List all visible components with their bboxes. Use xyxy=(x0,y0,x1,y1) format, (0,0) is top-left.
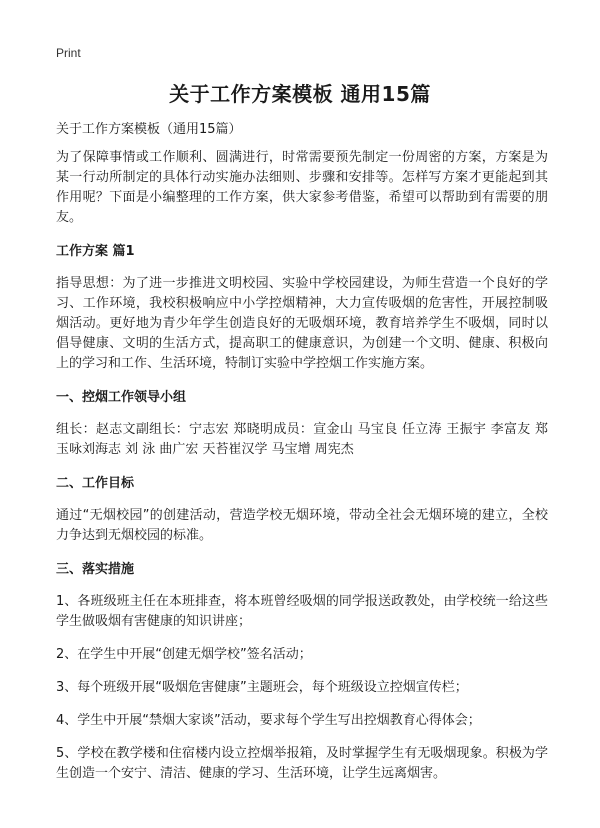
section-heading: 工作方案 篇1 xyxy=(56,244,135,259)
leadership-group-heading: 一、控烟工作领导小组 xyxy=(56,390,187,405)
document-body xyxy=(56,120,548,784)
work-goal-paragraph: 通过“无烟校园”的创建活动，营造学校无烟环境，带动全社会无烟环境的建立，全校力争达到无烟校园的标准。 xyxy=(56,508,548,543)
measure-item: 1、各班级班主任在本班排查，将本班曾经吸烟的同学报送政教处，由学校统一给这些学生做吸烟有害健康的知识讲座； xyxy=(56,594,548,629)
measures-heading: 三、落实措施 xyxy=(56,562,135,577)
work-goal-heading: 二、工作目标 xyxy=(56,476,135,491)
document-subtitle: 关于工作方案模板（通用15篇） xyxy=(56,122,242,137)
measure-item: 5、学校在教学楼和住宿楼内设立控烟举报箱，及时掌握学生有无吸烟现象。积极为学生创造一个安宁、清洁、健康的学习、生活环境，让学生远离烟害。 xyxy=(56,746,548,781)
page-title: 关于工作方案模板 通用15篇 xyxy=(169,82,431,106)
measure-item: 2、在学生中开展“创建无烟学校”签名活动； xyxy=(56,647,312,662)
print-label: Print xyxy=(56,46,81,60)
intro-paragraph: 为了保障事情或工作顺利、圆满进行，时常需要预先制定一份周密的方案，方案是为某一行动所制定的具体行动实施办法细则、步骤和安排等。怎样写方案才更能起到其作用呢？下面是小编整理的工作方案，供大家参考借鉴，希望可以帮助到有需要的朋友。 xyxy=(56,150,548,225)
team-members-paragraph: 组长：赵志文副组长：宁志宏 郑晓明成员：宣金山 马宝良 任立涛 王振宇 李富友 郑玉咏刘海志 刘 泳 曲广宏 天苔崔汉学 马宝增 周宪杰 xyxy=(56,422,548,457)
measure-item: 3、每个班级开展“吸烟危害健康”主题班会，每个班级设立控烟宣传栏； xyxy=(56,680,468,695)
measure-item: 4、学生中开展“禁烟大家谈”活动，要求每个学生写出控烟教育心得体会； xyxy=(56,713,481,728)
guiding-thought-paragraph: 指导思想：为了进一步推进文明校园、实验中学校园建设，为师生营造一个良好的学习、工作环境，我校积极响应中小学控烟精神，大力宣传吸烟的危害性，开展控制吸烟活动。更好地为青少年学生创造良好的无吸烟环境，教育培养学生不吸烟，同时以倡导健康、文明的生活方式，提高职工的健康意识，为创建一个文明、健康、积极向上的学习和工作、生活环境，特制订实验中学控烟工作实施方案。 xyxy=(56,276,548,371)
